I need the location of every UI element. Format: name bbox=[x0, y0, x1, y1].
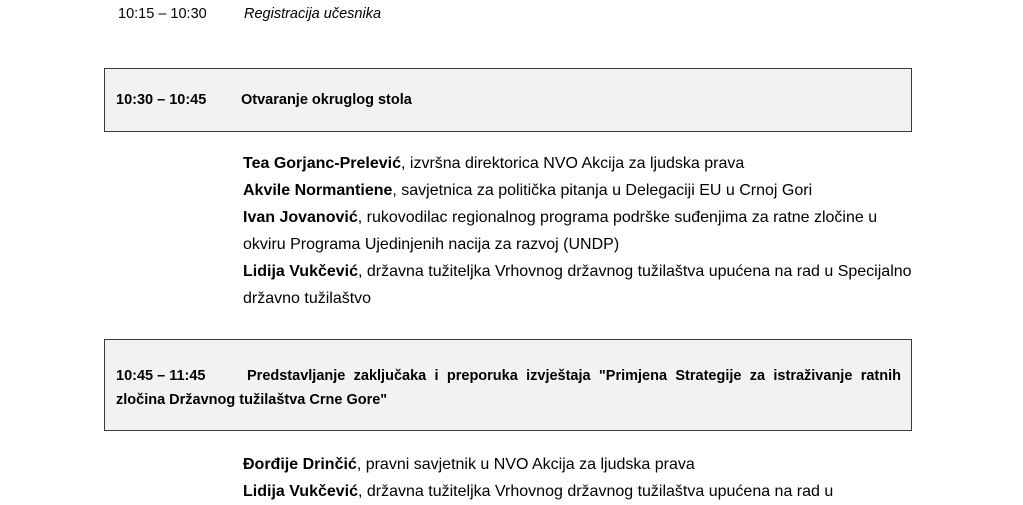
speaker-role: , državna tužiteljka Vrhovnog državnog tužilaštva upućena na rad u Specijalno državno tužilaštvo bbox=[243, 263, 912, 307]
session-time: 10:45 – 11:45 bbox=[116, 368, 206, 384]
speaker-list-report bbox=[243, 451, 923, 505]
speaker-entry bbox=[243, 258, 923, 312]
speaker-entry bbox=[243, 451, 923, 478]
session-header-opening bbox=[104, 68, 912, 132]
speaker-entry bbox=[243, 177, 923, 204]
registration-time: 10:15 – 10:30 bbox=[118, 6, 207, 22]
registration-row bbox=[118, 6, 381, 22]
speaker-name: Ivan Jovanović bbox=[243, 209, 358, 226]
speaker-role: , savjetnica za politička pitanja u Delegaciji EU u Crnoj Gori bbox=[392, 182, 813, 199]
session-header-report bbox=[104, 339, 912, 431]
speaker-entry bbox=[243, 478, 923, 505]
speaker-name: Đorđije Drinčić bbox=[243, 456, 357, 473]
speaker-role: , rukovodilac regionalnog programa podrške suđenjima za ratne zločine u okviru Programa Ujedinjenih nacija za razvoj (UNDP) bbox=[243, 209, 878, 253]
session-title: Predstavljanje zaključaka i preporuka izvještaja "Primjena Strategije za istraživanje ratnih zločina Državnog tužilaštva Crne Gore" bbox=[116, 368, 901, 408]
session-title: Otvaranje okruglog stola bbox=[241, 92, 412, 108]
registration-title: Registracija učesnika bbox=[244, 6, 382, 22]
speaker-name: Lidija Vukčević bbox=[243, 263, 359, 280]
session-time: 10:30 – 10:45 bbox=[116, 92, 207, 108]
speaker-role: , pravni savjetnik u NVO Akcija za ljudska prava bbox=[356, 456, 695, 473]
speaker-list-opening bbox=[243, 150, 923, 312]
speaker-name: Tea Gorjanc-Prelević bbox=[243, 155, 401, 172]
speaker-name: Akvile Normantiene bbox=[243, 182, 393, 199]
speaker-name: Lidija Vukčević bbox=[243, 483, 359, 500]
speaker-role: , državna tužiteljka Vrhovnog državnog tužilaštva upućena na rad u bbox=[358, 483, 834, 500]
speaker-entry bbox=[243, 150, 923, 177]
speaker-entry bbox=[243, 204, 923, 258]
speaker-role: , izvršna direktorica NVO Akcija za ljudska prava bbox=[401, 155, 745, 172]
